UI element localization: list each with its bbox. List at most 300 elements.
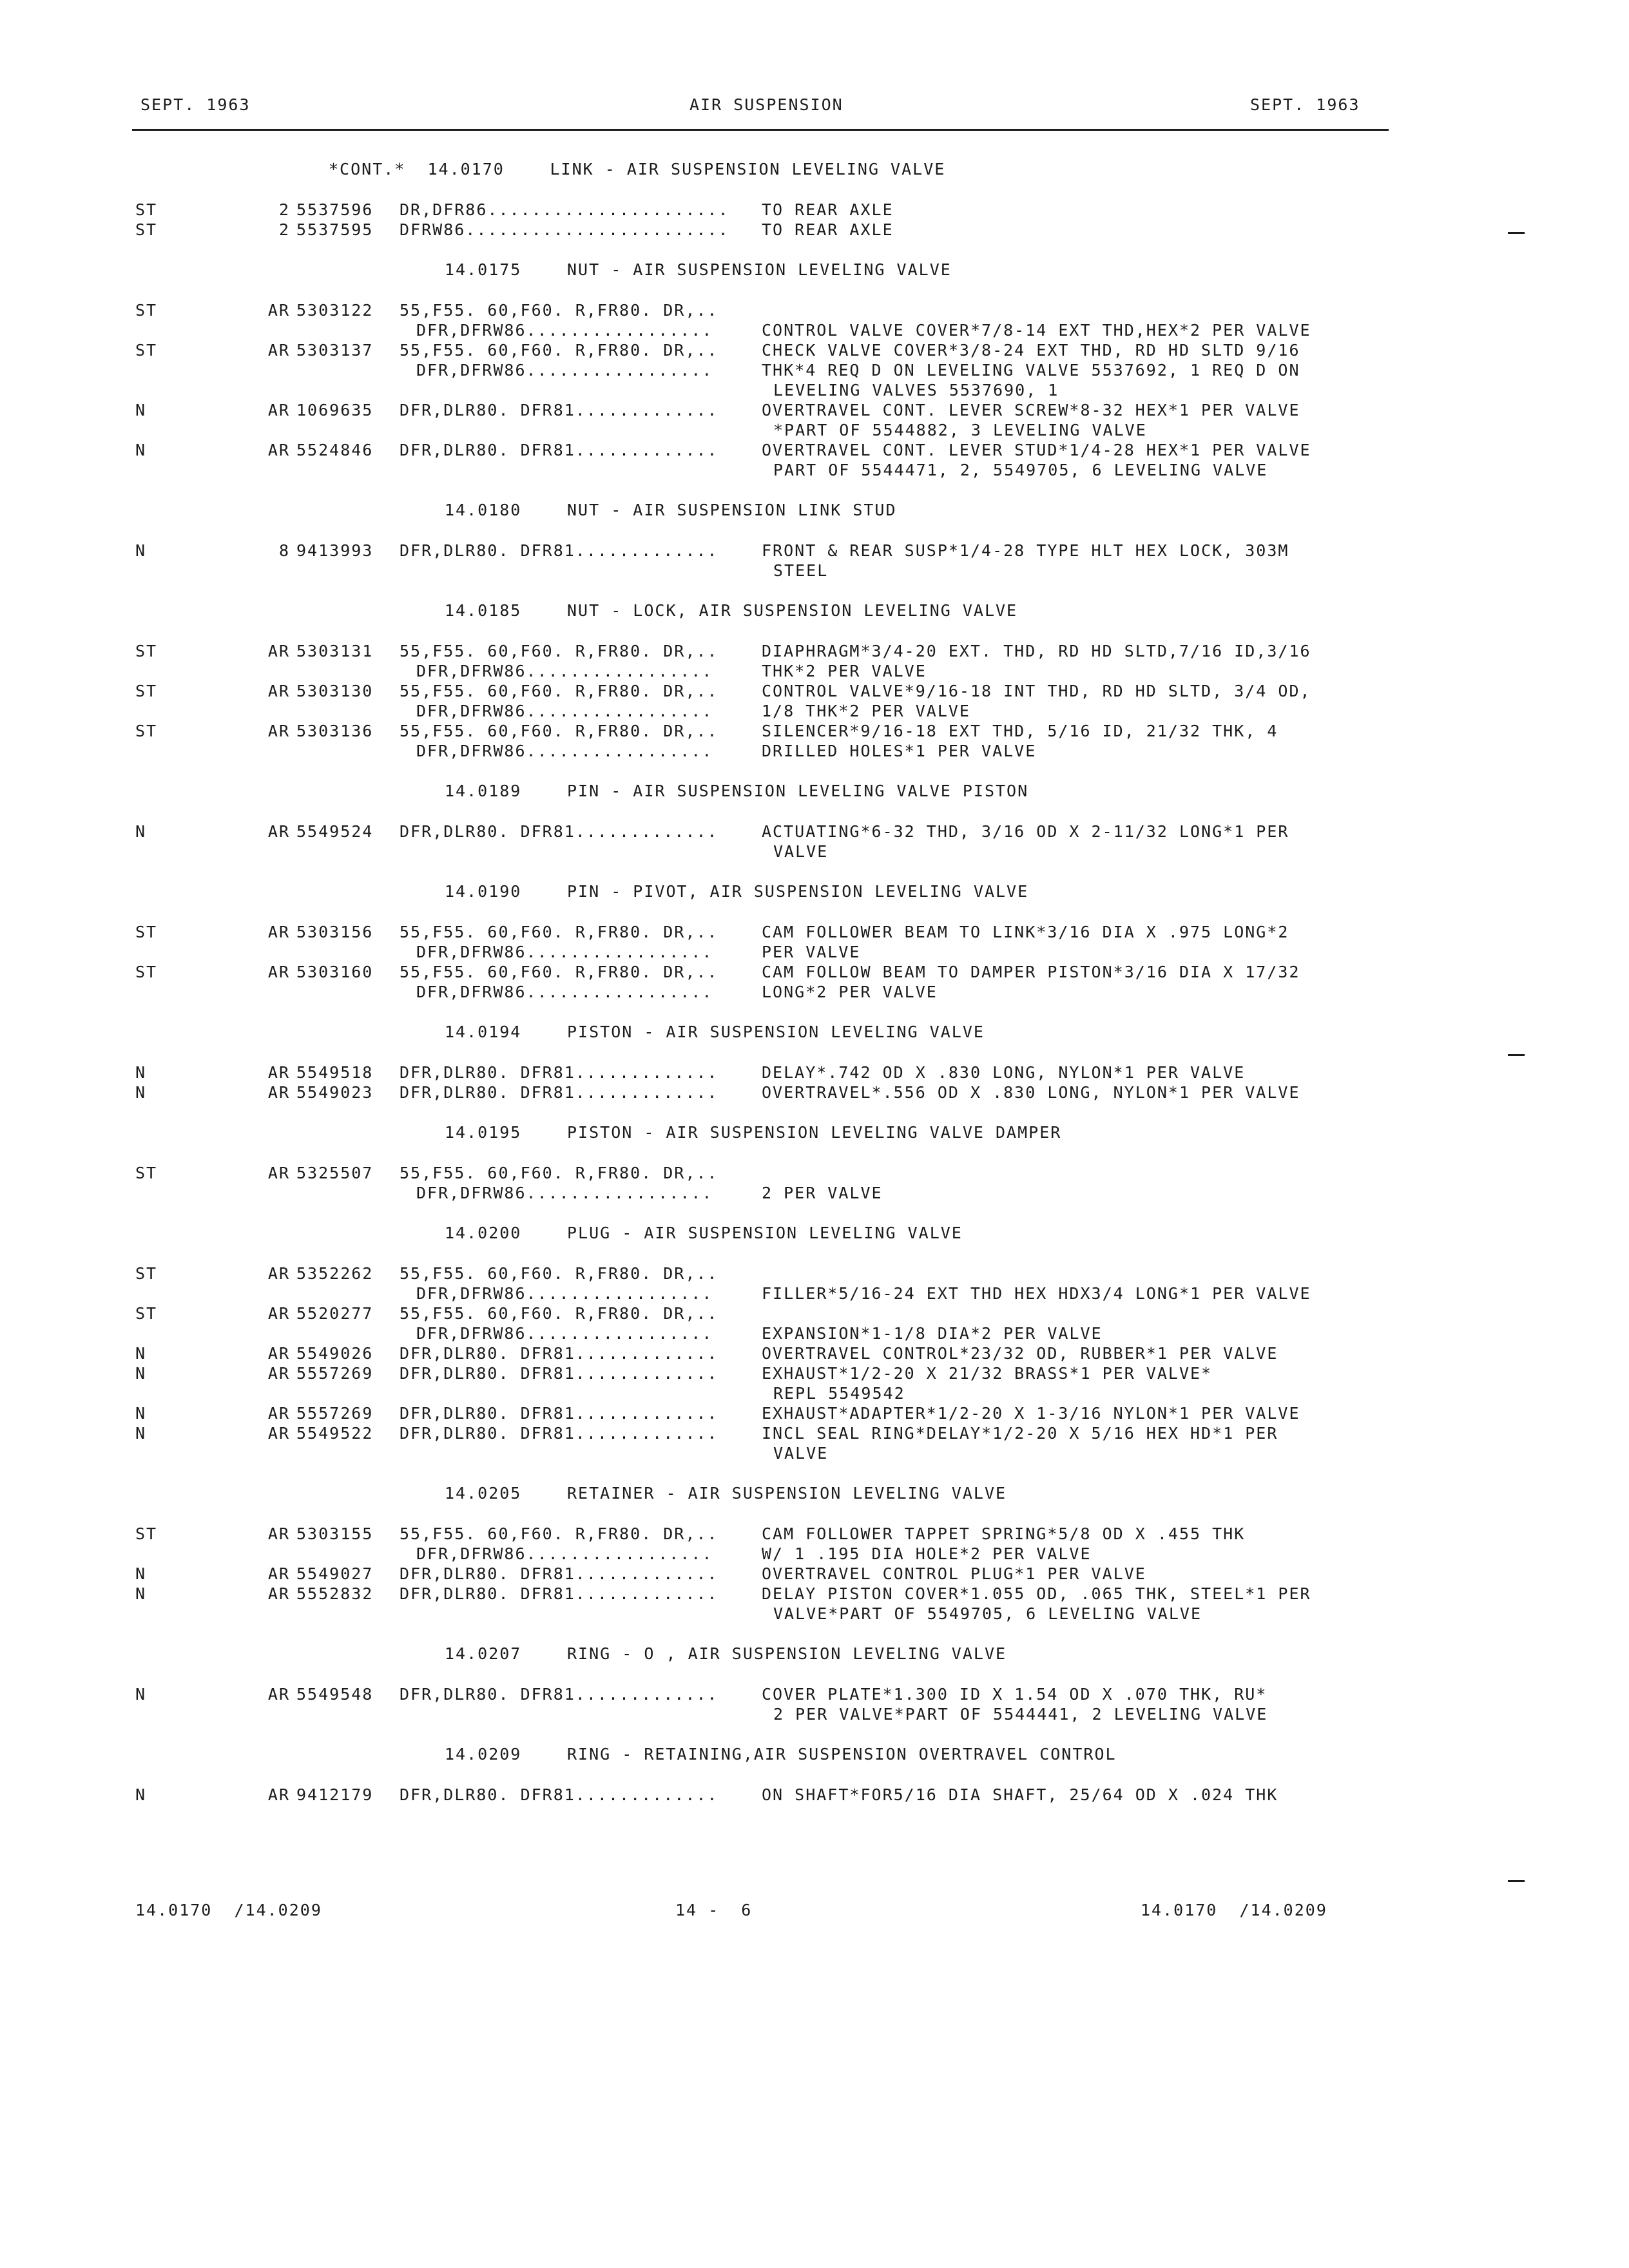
- part-continuation-line: [135, 380, 1385, 400]
- part-description: OVERTRAVEL CONTROL*23/32 OD, RUBBER*1 PER VALVE: [762, 1344, 1278, 1363]
- part-entry: [135, 1403, 1385, 1423]
- section-spacer: [135, 802, 1385, 822]
- part-description-continued: *PART OF 5544882, 3 LEVELING VALVE: [773, 421, 1147, 439]
- part-description-continued: REPL 5549542: [773, 1384, 905, 1403]
- model-list: DFRW86........................: [400, 220, 729, 239]
- part-line: [135, 1423, 1385, 1443]
- part-description-continued: DRILLED HOLES*1 PER VALVE: [762, 742, 1037, 760]
- part-description: CAM FOLLOWER TAPPET SPRING*5/8 OD X .455 THK: [762, 1524, 1246, 1543]
- part-number: 5549518: [296, 1063, 374, 1082]
- model-list: DFR,DLR80. DFR81.............: [400, 1564, 718, 1583]
- part-description-continued: LEVELING VALVES 5537690, 1: [773, 381, 1059, 399]
- section-spacer: [135, 1244, 1385, 1264]
- margin-mark: [1508, 1880, 1525, 1882]
- part-continuation-line: [135, 1283, 1385, 1303]
- section-number: 14.0175: [445, 260, 522, 279]
- header-date-left: SEPT. 1963: [140, 95, 251, 114]
- part-continuation-line: [135, 1544, 1385, 1564]
- part-number: 5303130: [296, 682, 374, 700]
- source-code: ST: [135, 1264, 158, 1283]
- quantity: AR: [267, 642, 290, 660]
- section-number: 14.0209: [445, 1745, 522, 1763]
- part-number: 5303155: [296, 1524, 374, 1543]
- model-list: 55,F55. 60,F60. R,FR80. DR,..: [400, 341, 718, 360]
- part-line: [135, 1343, 1385, 1363]
- quantity: AR: [267, 401, 290, 419]
- source-code: ST: [135, 1524, 158, 1543]
- source-code: ST: [135, 301, 158, 320]
- part-description: DIAPHRAGM*3/4-20 EXT. THD, RD HD SLTD,7/16 ID,3/16: [762, 642, 1311, 660]
- part-description-continued: 1/8 THK*2 PER VALVE: [762, 702, 970, 720]
- part-number: 5557269: [296, 1364, 374, 1383]
- part-line: [135, 1684, 1385, 1704]
- section-spacer: [135, 480, 1385, 499]
- quantity: AR: [267, 1424, 290, 1443]
- quantity: AR: [267, 923, 290, 941]
- part-line: [135, 1303, 1385, 1323]
- part-description-continued: VALVE: [773, 842, 829, 861]
- section-spacer: [135, 581, 1385, 600]
- model-list: 55,F55. 60,F60. R,FR80. DR,..: [400, 301, 718, 320]
- part-description-continued: STEEL: [773, 561, 829, 580]
- model-list-continued: DFR,DFRW86.................: [416, 1324, 713, 1343]
- part-continuation-line: [135, 701, 1385, 721]
- part-entry: [135, 721, 1385, 761]
- part-description-continued: PER VALVE: [762, 943, 861, 961]
- part-line: [135, 340, 1385, 360]
- part-line: [135, 1363, 1385, 1383]
- part-continuation-line: [135, 420, 1385, 440]
- quantity: AR: [267, 1584, 290, 1603]
- part-description-continued: 2 PER VALVE*PART OF 5544441, 2 LEVELING VALVE: [773, 1705, 1268, 1724]
- part-entry: [135, 1423, 1385, 1463]
- section-number: 14.0205: [445, 1484, 522, 1503]
- part-number: 5549524: [296, 822, 374, 841]
- part-continuation-line: [135, 841, 1385, 861]
- part-description-continued: 2 PER VALVE: [762, 1184, 883, 1202]
- section-heading: NUT - AIR SUSPENSION LEVELING VALVE: [567, 260, 952, 279]
- section-number: 14.0200: [445, 1224, 522, 1242]
- part-description: FRONT & REAR SUSP*1/4-28 TYPE HLT HEX LOCK, 303M: [762, 541, 1289, 560]
- section-spacer: [135, 1002, 1385, 1021]
- section-number: 14.0195: [445, 1123, 522, 1142]
- section-heading: NUT - AIR SUSPENSION LINK STUD: [567, 501, 897, 519]
- source-code: ST: [135, 341, 158, 360]
- part-number: 5303131: [296, 642, 374, 660]
- part-entry: [135, 400, 1385, 440]
- section-continued-marker: *CONT.*: [329, 160, 406, 178]
- part-description: OVERTRAVEL CONT. LEVER SCREW*8-32 HEX*1 PER VALVE: [762, 401, 1300, 419]
- part-number: 5537595: [296, 220, 374, 239]
- section-number: 14.0189: [445, 782, 522, 800]
- section-spacer: [135, 1043, 1385, 1062]
- source-code: N: [135, 822, 147, 841]
- model-list: DFR,DLR80. DFR81.............: [400, 1685, 718, 1704]
- part-continuation-line: [135, 460, 1385, 480]
- quantity: AR: [267, 1404, 290, 1423]
- part-number: 5549548: [296, 1685, 374, 1704]
- quantity: AR: [267, 1063, 290, 1082]
- footer-page-number: 14 - 6: [675, 1901, 753, 1919]
- section-title: [445, 1222, 1385, 1244]
- part-number: 5557269: [296, 1404, 374, 1423]
- quantity: AR: [267, 1264, 290, 1283]
- quantity: 8: [278, 541, 290, 560]
- part-description: ON SHAFT*FOR5/16 DIA SHAFT, 25/64 OD X .024 THK: [762, 1785, 1278, 1804]
- section-spacer: [135, 622, 1385, 641]
- section-spacer: [135, 281, 1385, 300]
- part-entry: [135, 541, 1385, 581]
- part-entry: [135, 641, 1385, 681]
- part-description-continued: PART OF 5544471, 2, 5549705, 6 LEVELING VALVE: [773, 461, 1268, 479]
- part-description: CONTROL VALVE*9/16-18 INT THD, RD HD SLTD, 3/4 OD,: [762, 682, 1311, 700]
- model-list: 55,F55. 60,F60. R,FR80. DR,..: [400, 963, 718, 981]
- quantity: 2: [278, 220, 290, 239]
- source-code: ST: [135, 1164, 158, 1182]
- part-continuation-line: [135, 1443, 1385, 1463]
- quantity: AR: [267, 1304, 290, 1323]
- part-description-continued: VALVE: [773, 1444, 829, 1463]
- model-list-continued: DFR,DFRW86.................: [416, 983, 713, 1001]
- part-line: [135, 300, 1385, 320]
- part-description-continued: CONTROL VALVE COVER*7/8-14 EXT THD,HEX*2 PER VALVE: [762, 321, 1311, 340]
- part-continuation-line: [135, 1604, 1385, 1624]
- header-title: AIR SUSPENSION: [689, 95, 843, 114]
- quantity: AR: [267, 963, 290, 981]
- model-list: DFR,DLR80. DFR81.............: [400, 401, 718, 419]
- source-code: N: [135, 1404, 147, 1423]
- model-list: 55,F55. 60,F60. R,FR80. DR,..: [400, 722, 718, 740]
- source-code: ST: [135, 642, 158, 660]
- section-heading: PISTON - AIR SUSPENSION LEVELING VALVE: [567, 1023, 985, 1041]
- part-continuation-line: [135, 1183, 1385, 1203]
- model-list: DFR,DLR80. DFR81.............: [400, 822, 718, 841]
- model-list: DFR,DLR80. DFR81.............: [400, 1404, 718, 1423]
- part-entry: [135, 300, 1385, 340]
- model-list: 55,F55. 60,F60. R,FR80. DR,..: [400, 1304, 718, 1323]
- section-title: [445, 259, 1385, 281]
- section-heading: PIN - AIR SUSPENSION LEVELING VALVE PISTON: [567, 782, 1029, 800]
- part-line: [135, 440, 1385, 460]
- section-number: 14.0180: [445, 501, 522, 519]
- part-entry: [135, 681, 1385, 721]
- part-description-continued: EXPANSION*1-1/8 DIA*2 PER VALVE: [762, 1324, 1103, 1343]
- part-entry: [135, 1343, 1385, 1363]
- section-heading: RING - O , AIR SUSPENSION LEVELING VALVE: [567, 1644, 1007, 1663]
- model-list: 55,F55. 60,F60. R,FR80. DR,..: [400, 1264, 718, 1283]
- part-number: 5303137: [296, 341, 374, 360]
- part-number: 5303156: [296, 923, 374, 941]
- part-line: [135, 400, 1385, 420]
- model-list: DFR,DLR80. DFR81.............: [400, 541, 718, 560]
- part-continuation-line: [135, 360, 1385, 380]
- source-code: N: [135, 541, 147, 560]
- part-entry: [135, 922, 1385, 962]
- part-description: EXHAUST*ADAPTER*1/2-20 X 1-3/16 NYLON*1 PER VALVE: [762, 1404, 1300, 1423]
- part-line: [135, 1584, 1385, 1604]
- model-list-continued: DFR,DFRW86.................: [416, 662, 713, 680]
- source-code: ST: [135, 722, 158, 740]
- part-description: TO REAR AXLE: [762, 200, 894, 219]
- header-rule: [132, 129, 1389, 131]
- section-spacer: [135, 903, 1385, 922]
- section-spacer: [135, 861, 1385, 881]
- margin-mark: [1508, 232, 1525, 234]
- part-entry: [135, 1363, 1385, 1403]
- part-description: ACTUATING*6-32 THD, 3/16 OD X 2-11/32 LONG*1 PER: [762, 822, 1289, 841]
- part-description: OVERTRAVEL CONTROL PLUG*1 PER VALVE: [762, 1564, 1146, 1583]
- quantity: AR: [267, 301, 290, 320]
- source-code: N: [135, 441, 147, 459]
- section-title: [445, 780, 1385, 802]
- part-number: 5549522: [296, 1424, 374, 1443]
- source-code: N: [135, 1685, 147, 1704]
- part-number: 5549026: [296, 1344, 374, 1363]
- section-spacer: [135, 240, 1385, 259]
- model-list-continued: DFR,DFRW86.................: [416, 1544, 713, 1563]
- part-number: 9413993: [296, 541, 374, 560]
- section-heading: LINK - AIR SUSPENSION LEVELING VALVE: [550, 160, 946, 178]
- section-spacer: [135, 521, 1385, 541]
- model-list: DR,DFR86......................: [400, 200, 729, 219]
- part-entry: [135, 1062, 1385, 1082]
- quantity: AR: [267, 341, 290, 360]
- part-continuation-line: [135, 661, 1385, 681]
- part-description: OVERTRAVEL*.556 OD X .830 LONG, NYLON*1 PER VALVE: [762, 1083, 1300, 1102]
- source-code: N: [135, 1063, 147, 1082]
- section-spacer: [135, 1144, 1385, 1163]
- model-list: DFR,DLR80. DFR81.............: [400, 1364, 718, 1383]
- section-spacer: [135, 1724, 1385, 1744]
- part-line: [135, 1082, 1385, 1102]
- section-spacer: [135, 1504, 1385, 1524]
- section-spacer: [135, 1665, 1385, 1684]
- part-description: EXHAUST*1/2-20 X 21/32 BRASS*1 PER VALVE*: [762, 1364, 1213, 1383]
- section-spacer: [135, 1624, 1385, 1643]
- source-code: N: [135, 1785, 147, 1804]
- quantity: AR: [267, 1564, 290, 1583]
- part-entry: [135, 1564, 1385, 1584]
- source-code: ST: [135, 963, 158, 981]
- section-number: 14.0207: [445, 1644, 522, 1663]
- part-description-continued: THK*4 REQ D ON LEVELING VALVE 5537692, 1 REQ D ON: [762, 361, 1300, 380]
- model-list: DFR,DLR80. DFR81.............: [400, 441, 718, 459]
- section-spacer: [135, 1102, 1385, 1122]
- quantity: AR: [267, 1344, 290, 1363]
- section-number: 14.0194: [445, 1023, 522, 1041]
- part-continuation-line: [135, 1704, 1385, 1724]
- model-list-continued: DFR,DFRW86.................: [416, 702, 713, 720]
- part-number: 5537596: [296, 200, 374, 219]
- quantity: 2: [278, 200, 290, 219]
- source-code: ST: [135, 682, 158, 700]
- part-entry: [135, 1785, 1385, 1805]
- section-heading: PIN - PIVOT, AIR SUSPENSION LEVELING VALVE: [567, 882, 1029, 901]
- part-entry: [135, 822, 1385, 861]
- model-list: DFR,DLR80. DFR81.............: [400, 1785, 718, 1804]
- source-code: N: [135, 1364, 147, 1383]
- section-heading: PISTON - AIR SUSPENSION LEVELING VALVE DAMPER: [567, 1123, 1062, 1142]
- model-list-continued: DFR,DFRW86.................: [416, 1284, 713, 1303]
- part-description: CAM FOLLOWER BEAM TO LINK*3/16 DIA X .975 LONG*2: [762, 923, 1289, 941]
- section-heading: PLUG - AIR SUSPENSION LEVELING VALVE: [567, 1224, 963, 1242]
- part-entry: [135, 1163, 1385, 1203]
- part-number: 5549023: [296, 1083, 374, 1102]
- part-entry: [135, 200, 1385, 220]
- part-line: [135, 922, 1385, 942]
- part-number: 5549027: [296, 1564, 374, 1583]
- source-code: ST: [135, 923, 158, 941]
- model-list-continued: DFR,DFRW86.................: [416, 742, 713, 760]
- section-number: 14.0190: [445, 882, 522, 901]
- model-list-continued: DFR,DFRW86.................: [416, 361, 713, 380]
- section-heading: RING - RETAINING,AIR SUSPENSION OVERTRAVEL CONTROL: [567, 1745, 1117, 1763]
- quantity: AR: [267, 822, 290, 841]
- source-code: N: [135, 1424, 147, 1443]
- part-line: [135, 541, 1385, 561]
- part-line: [135, 1785, 1385, 1805]
- section-number: 14.0185: [445, 601, 522, 620]
- model-list: 55,F55. 60,F60. R,FR80. DR,..: [400, 923, 718, 941]
- part-entry: [135, 1082, 1385, 1102]
- source-code: ST: [135, 200, 158, 219]
- model-list-continued: DFR,DFRW86.................: [416, 1184, 713, 1202]
- part-description-continued: FILLER*5/16-24 EXT THD HEX HDX3/4 LONG*1 PER VALVE: [762, 1284, 1311, 1303]
- part-entry: [135, 1303, 1385, 1343]
- section-title: [445, 1021, 1385, 1043]
- model-list: 55,F55. 60,F60. R,FR80. DR,..: [400, 1164, 718, 1182]
- part-number: 1069635: [296, 401, 374, 419]
- part-line: [135, 962, 1385, 982]
- part-continuation-line: [135, 982, 1385, 1002]
- part-description-continued: THK*2 PER VALVE: [762, 662, 927, 680]
- model-list-continued: DFR,DFRW86.................: [416, 321, 713, 340]
- part-number: 5552832: [296, 1584, 374, 1603]
- section-heading: RETAINER - AIR SUSPENSION LEVELING VALVE: [567, 1484, 1007, 1503]
- source-code: N: [135, 1584, 147, 1603]
- part-entry: [135, 220, 1385, 240]
- part-description-continued: LONG*2 PER VALVE: [762, 983, 938, 1001]
- part-line: [135, 1403, 1385, 1423]
- part-number: 5524846: [296, 441, 374, 459]
- model-list: DFR,DLR80. DFR81.............: [400, 1063, 718, 1082]
- part-description: INCL SEAL RING*DELAY*1/2-20 X 5/16 HEX HD*1 PER: [762, 1424, 1278, 1443]
- part-description: OVERTRAVEL CONT. LEVER STUD*1/4-28 HEX*1 PER VALVE: [762, 441, 1311, 459]
- quantity: AR: [267, 1364, 290, 1383]
- part-description: CHECK VALVE COVER*3/8-24 EXT THD, RD HD SLTD 9/16: [762, 341, 1300, 360]
- section-title: [445, 499, 1385, 521]
- quantity: AR: [267, 1524, 290, 1543]
- part-line: [135, 220, 1385, 240]
- source-code: N: [135, 1083, 147, 1102]
- part-line: [135, 721, 1385, 741]
- part-line: [135, 1524, 1385, 1544]
- part-description: COVER PLATE*1.300 ID X 1.54 OD X .070 THK, RU*: [762, 1685, 1268, 1704]
- part-entry: [135, 962, 1385, 1002]
- part-number: 5352262: [296, 1264, 374, 1283]
- part-description: DELAY*.742 OD X .830 LONG, NYLON*1 PER VALVE: [762, 1063, 1246, 1082]
- footer-range-left: 14.0170 /14.0209: [135, 1901, 322, 1919]
- part-entry: [135, 340, 1385, 400]
- part-number: 5303160: [296, 963, 374, 981]
- quantity: AR: [267, 682, 290, 700]
- section-title: [445, 600, 1385, 622]
- quantity: AR: [267, 1164, 290, 1182]
- quantity: AR: [267, 1785, 290, 1804]
- part-continuation-line: [135, 1383, 1385, 1403]
- source-code: N: [135, 1344, 147, 1363]
- part-line: [135, 1264, 1385, 1283]
- section-title: [445, 1643, 1385, 1665]
- parts-list: [135, 159, 1385, 1805]
- part-description: SILENCER*9/16-18 EXT THD, 5/16 ID, 21/32 THK, 4: [762, 722, 1278, 740]
- model-list: DFR,DLR80. DFR81.............: [400, 1424, 718, 1443]
- section-spacer: [135, 1463, 1385, 1483]
- part-continuation-line: [135, 942, 1385, 962]
- section-title: [445, 1483, 1385, 1504]
- margin-mark: [1508, 1054, 1525, 1056]
- quantity: AR: [267, 1685, 290, 1704]
- model-list: DFR,DLR80. DFR81.............: [400, 1344, 718, 1363]
- section-title: [329, 159, 1385, 180]
- quantity: AR: [267, 441, 290, 459]
- section-spacer: [135, 1203, 1385, 1222]
- part-number: 9412179: [296, 1785, 374, 1804]
- part-line: [135, 1062, 1385, 1082]
- part-continuation-line: [135, 561, 1385, 581]
- part-number: 5303136: [296, 722, 374, 740]
- part-number: 5520277: [296, 1304, 374, 1323]
- source-code: ST: [135, 220, 158, 239]
- header-date-right: SEPT. 1963: [1250, 95, 1360, 114]
- part-continuation-line: [135, 1323, 1385, 1343]
- part-line: [135, 1163, 1385, 1183]
- section-title: [445, 1122, 1385, 1144]
- section-title: [445, 1744, 1385, 1765]
- source-code: ST: [135, 1304, 158, 1323]
- section-spacer: [135, 761, 1385, 780]
- part-description-continued: VALVE*PART OF 5549705, 6 LEVELING VALVE: [773, 1604, 1202, 1623]
- part-entry: [135, 1264, 1385, 1303]
- footer-range-right: 14.0170 /14.0209: [1141, 1901, 1327, 1919]
- model-list: 55,F55. 60,F60. R,FR80. DR,..: [400, 1524, 718, 1543]
- source-code: N: [135, 401, 147, 419]
- quantity: AR: [267, 722, 290, 740]
- section-title: [445, 881, 1385, 903]
- model-list: DFR,DLR80. DFR81.............: [400, 1584, 718, 1603]
- model-list: DFR,DLR80. DFR81.............: [400, 1083, 718, 1102]
- part-entry: [135, 1684, 1385, 1724]
- section-number: 14.0170: [427, 160, 505, 178]
- model-list: 55,F55. 60,F60. R,FR80. DR,..: [400, 642, 718, 660]
- part-line: [135, 641, 1385, 661]
- part-description-continued: W/ 1 .195 DIA HOLE*2 PER VALVE: [762, 1544, 1092, 1563]
- part-entry: [135, 440, 1385, 480]
- section-spacer: [135, 180, 1385, 200]
- part-number: 5303122: [296, 301, 374, 320]
- model-list: 55,F55. 60,F60. R,FR80. DR,..: [400, 682, 718, 700]
- part-continuation-line: [135, 741, 1385, 761]
- source-code: N: [135, 1564, 147, 1583]
- model-list-continued: DFR,DFRW86.................: [416, 943, 713, 961]
- part-entry: [135, 1524, 1385, 1564]
- section-spacer: [135, 1765, 1385, 1785]
- part-line: [135, 681, 1385, 701]
- part-line: [135, 1564, 1385, 1584]
- part-description: CAM FOLLOW BEAM TO DAMPER PISTON*3/16 DIA X 17/32: [762, 963, 1300, 981]
- part-continuation-line: [135, 320, 1385, 340]
- section-heading: NUT - LOCK, AIR SUSPENSION LEVELING VALVE: [567, 601, 1018, 620]
